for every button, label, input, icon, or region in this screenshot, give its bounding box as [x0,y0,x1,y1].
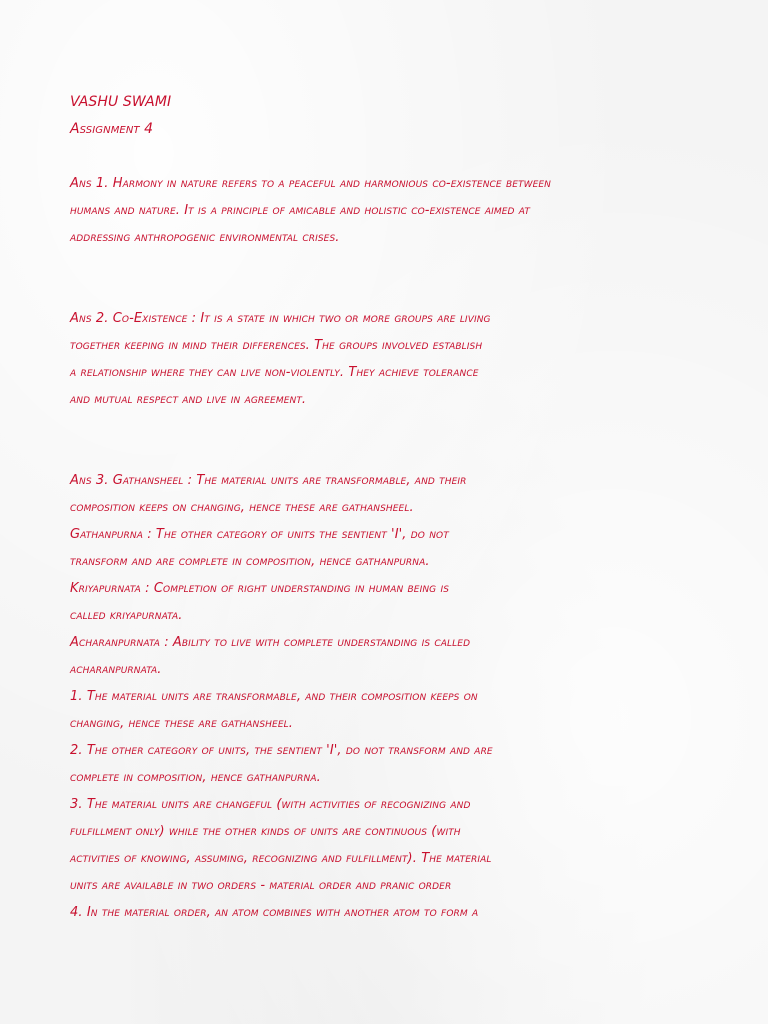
ans3-line: acharanpurnata. [70,662,162,677]
ans3-line: fulfillment only) while the other kinds of units are continuous (with [70,824,461,839]
ans3-line: units are available in two orders - material order and pranic order [70,878,452,893]
ans3-line: called kriyapurnata. [70,608,183,623]
ans3-line: 2. The other category of units, the sentient 'I', do not transform and are [70,743,493,758]
ans3-line: 3. The material units are changeful (with activities of recognizing and [70,797,471,812]
ans3-line: transform and are complete in composition, hence gathanpurna. [70,554,430,569]
ans3-line: Kriyapurnata : Completion of right understanding in human being is [70,581,450,596]
ans3-line: composition keeps on changing, hence these are gathansheel. [70,500,414,515]
ans3-line: complete in composition, hence gathanpurna. [70,770,321,785]
ans2-line: Ans 2. Co-Existence : It is a state in which two or more groups are living [70,311,491,326]
ans3-line: 4. In the material order, an atom combines with another atom to form a [70,905,479,920]
ans2-line: a relationship where they can live non-violently. They achieve tolerance [70,365,479,380]
author-name: VASHU SWAMI [70,94,172,110]
ans3-line: activities of knowing, assuming, recognizing and fulfillment). The material [70,851,492,866]
ans1-line: humans and nature. It is a principle of amicable and holistic co-existence aimed at [70,203,530,218]
ans3-line: 1. The material units are transformable, and their composition keeps on [70,689,478,704]
ans3-line: changing, hence these are gathansheel. [70,716,293,731]
ans1-line: addressing anthropogenic environmental crises. [70,230,340,245]
ans2-line: and mutual respect and live in agreement. [70,392,307,407]
ans1-line: Ans 1. Harmony in nature refers to a peaceful and harmonious co-existence between [70,176,552,191]
ans3-line: Ans 3. Gathansheel : The material units are transformable, and their [70,473,467,488]
ans2-line: together keeping in mind their differences. The groups involved establish [70,338,483,353]
ans3-line: Acharanpurnata : Ability to live with complete understanding is called [70,635,471,650]
ans3-line: Gathanpurna : The other category of units the sentient 'I', do not [70,527,449,542]
assignment-title: Assignment 4 [70,121,154,137]
